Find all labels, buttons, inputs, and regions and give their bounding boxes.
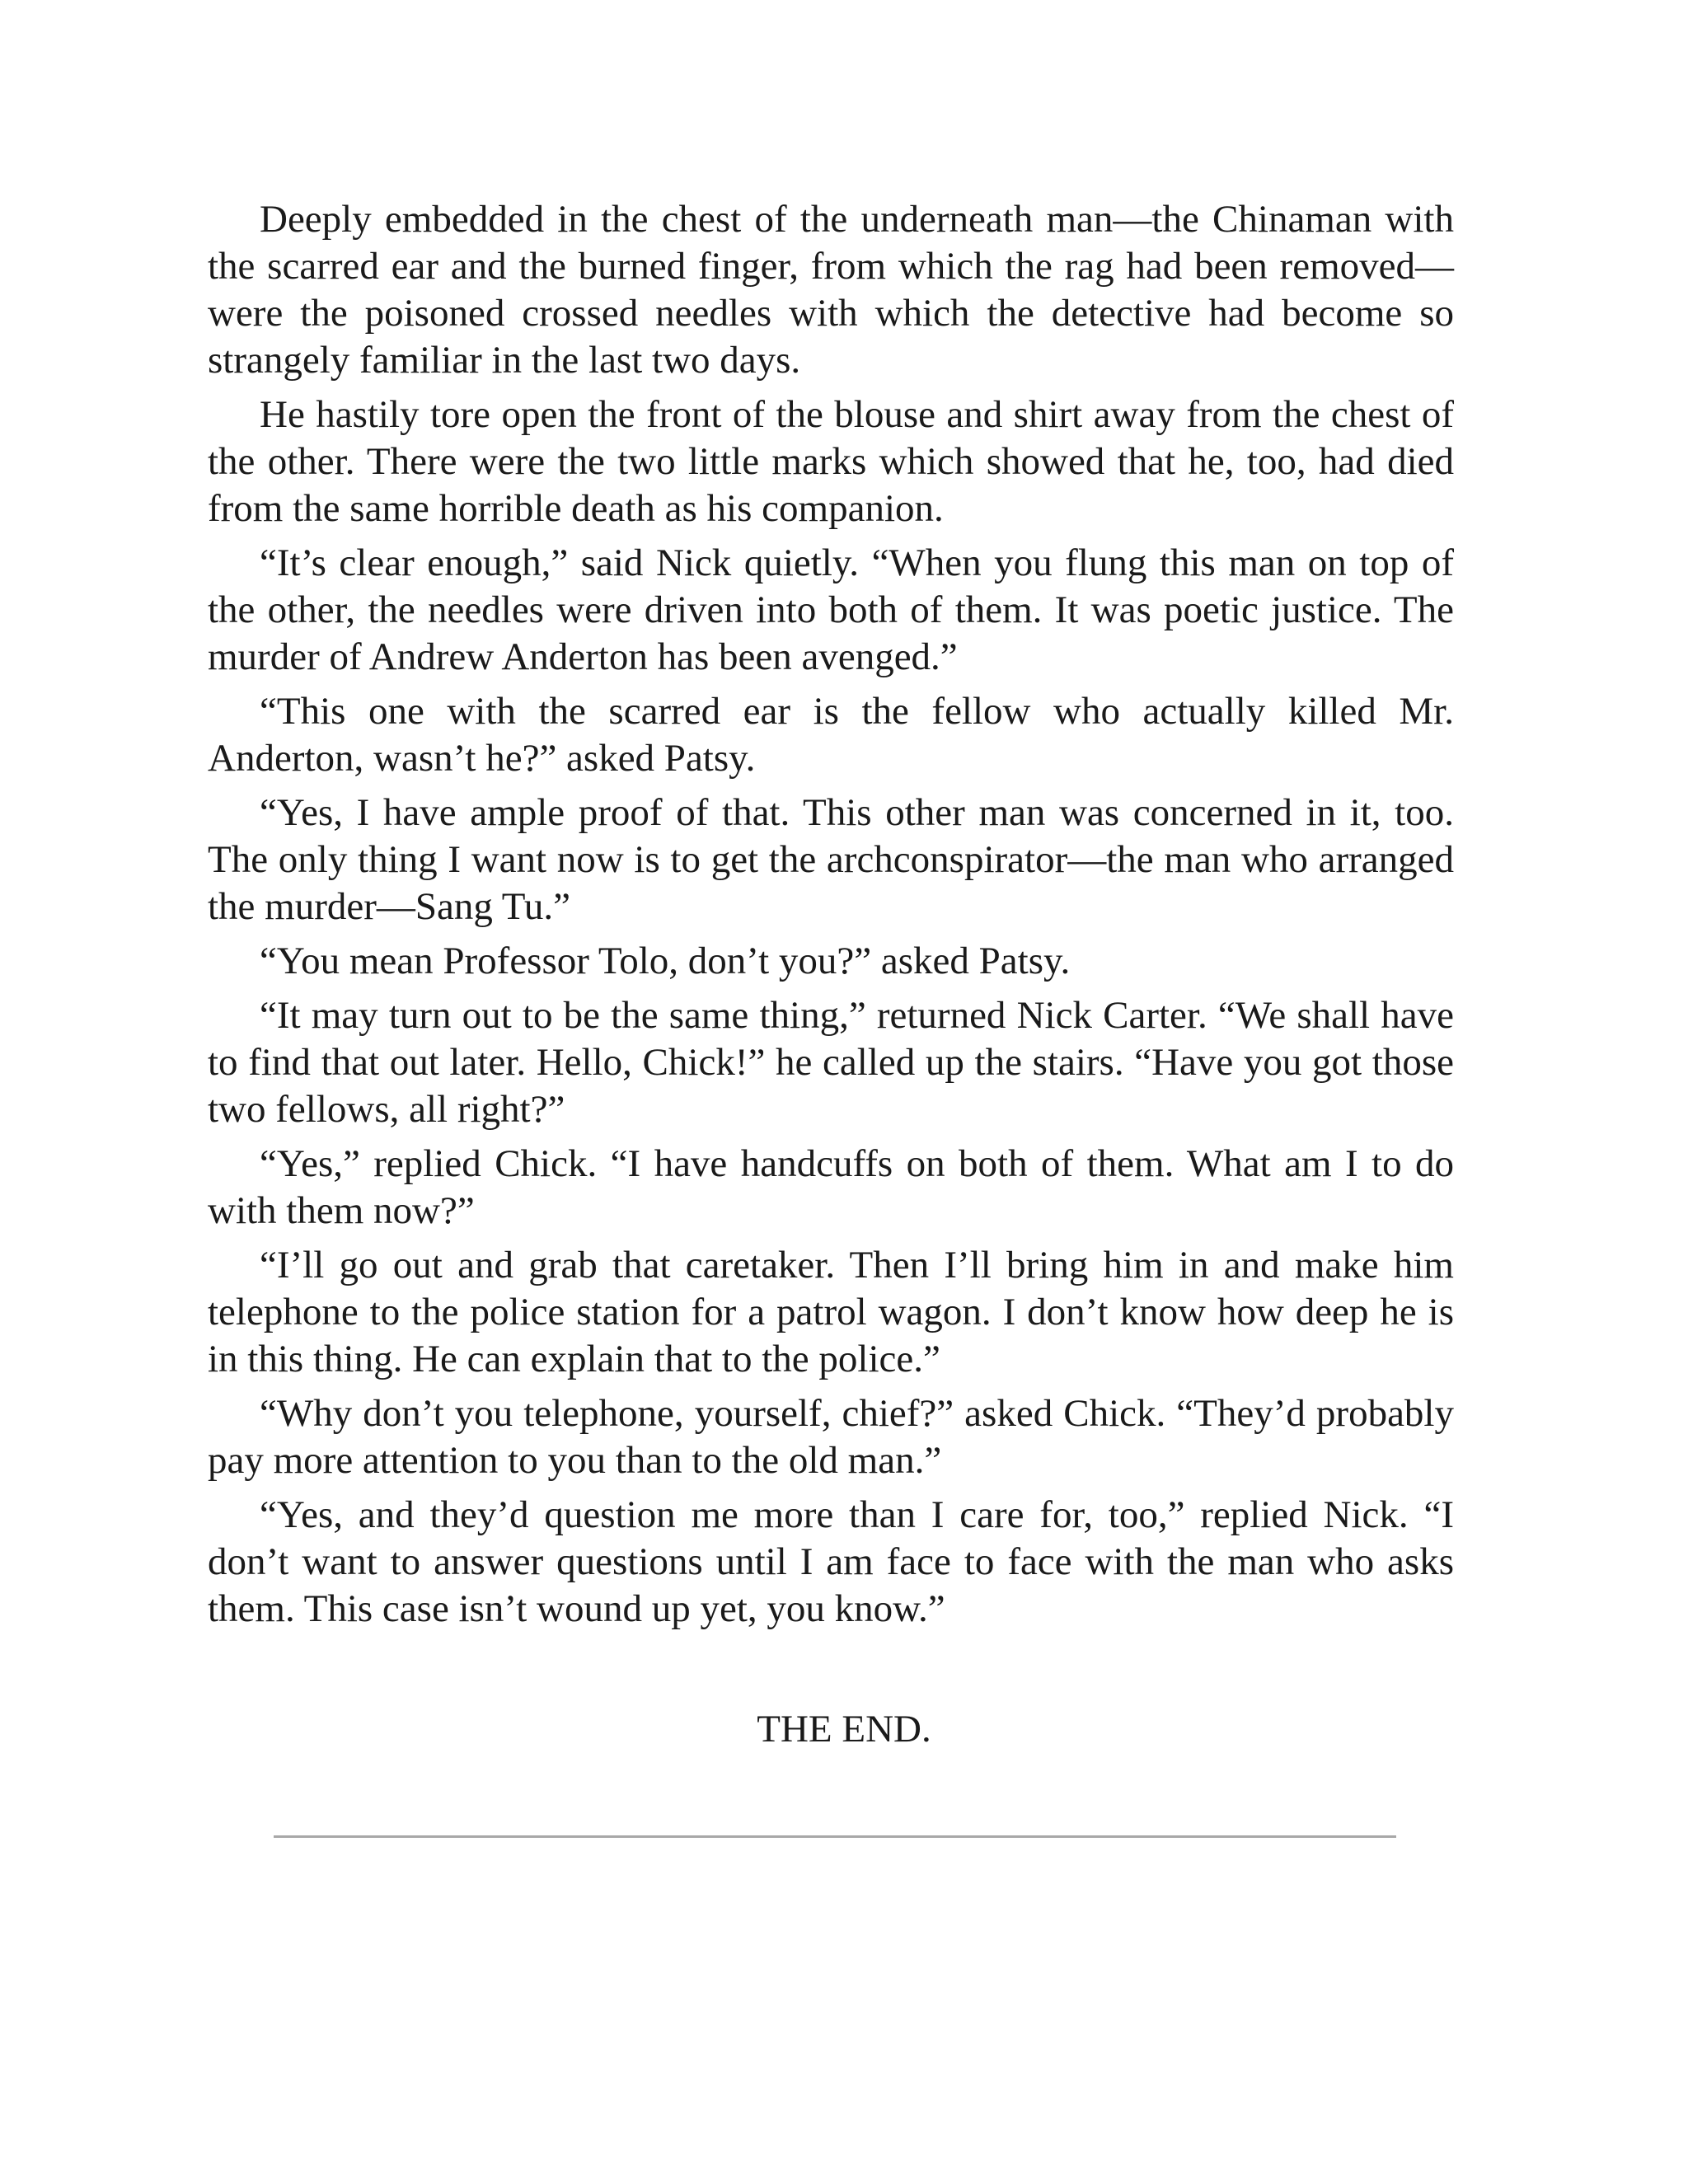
paragraph: “This one with the scarred ear is the fellow who actually killed Mr. Anderton, wasn’t he?” asked Patsy.: [208, 690, 1454, 780]
the-end-heading: THE END.: [757, 1708, 931, 1750]
paragraph: “Why don’t you telephone, yourself, chief?” asked Chick. “They’d probably pay more attention to you than to the old man.”: [208, 1392, 1454, 1482]
paragraph: “It’s clear enough,” said Nick quietly. “When you flung this man on top of the other, the needles were driven into both of them. It was poetic justice. The murder of Andrew Anderton has been avenged.”: [208, 541, 1454, 678]
horizontal-rule: [274, 1835, 1396, 1838]
paragraph: “I’ll go out and grab that caretaker. Then I’ll bring him in and make him telephone to the police station for a patrol wagon. I don’t know how deep he is in this thing. He can explain that to the police.”: [208, 1244, 1454, 1380]
paragraph: Deeply embedded in the chest of the underneath man—the Chinaman with the scarred ear and the burned finger, from which the rag had been removed—were the poisoned crossed needles with which the detective had become so strangely familiar in the last two days.: [208, 198, 1454, 382]
paragraph: He hastily tore open the front of the blouse and shirt away from the chest of the other. There were the two little marks which showed that he, too, had died from the same horrible death as his companion.: [208, 393, 1454, 530]
paragraph: “You mean Professor Tolo, don’t you?” asked Patsy.: [260, 940, 1071, 982]
paragraph: “It may turn out to be the same thing,” returned Nick Carter. “We shall have to find that out later. Hello, Chick!” he called up the stairs. “Have you got those two fellows, all right?”: [208, 994, 1454, 1131]
paragraph: “Yes, and they’d question me more than I care for, too,” replied Nick. “I don’t want to answer questions until I am face to face with the man who asks them. This case isn’t wound up yet, you know.”: [208, 1493, 1454, 1630]
page-body: [208, 196, 1454, 1640]
paragraph: “Yes,” replied Chick. “I have handcuffs on both of them. What am I to do with them now?”: [208, 1142, 1454, 1232]
paragraph: “Yes, I have ample proof of that. This other man was concerned in it, too. The only thing I want now is to get the archconspirator—the man who arranged the murder—Sang Tu.”: [208, 791, 1454, 928]
